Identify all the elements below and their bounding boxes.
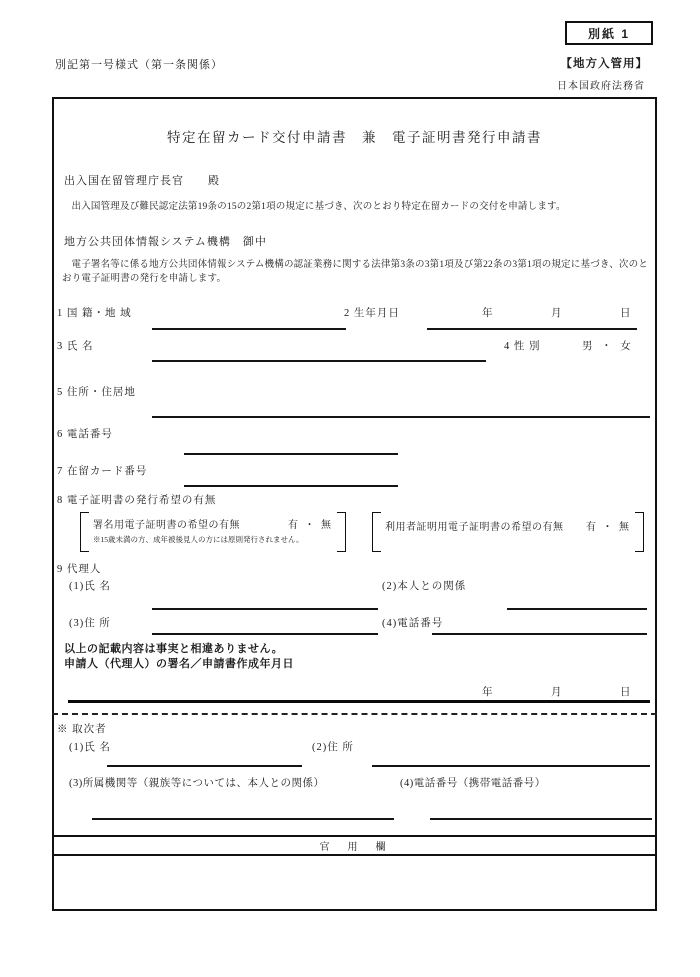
agent-name-input-line[interactable] [107, 765, 302, 767]
residence-card-label: 7 在留カード番号 [57, 466, 148, 477]
birthdate-year-label: 年 [482, 308, 494, 319]
proxy-relationship-label: (2)本人との関係 [382, 581, 467, 592]
proxy-address-label: (3)住 所 [69, 618, 111, 629]
issuing-authority: 日本国政府法務省 [557, 81, 645, 92]
signature-cert-note: ※15歳未満の方、成年被後見人の方には原則発行されません。 [93, 535, 304, 544]
agent-section-label: ※ 取次者 [57, 724, 107, 735]
birthdate-month-label: 月 [551, 308, 563, 319]
signature-cert-options[interactable]: 有 ・ 無 [288, 520, 333, 531]
bracket-left-icon [80, 512, 89, 552]
agent-organization-input-line[interactable] [92, 818, 394, 820]
proxy-name-input-line[interactable] [152, 608, 378, 610]
birthdate-day-label: 日 [620, 308, 632, 319]
signature-day-label: 日 [620, 687, 632, 698]
declaration-line2: 申請人（代理人）の署名／申請書作成年月日 [64, 658, 294, 670]
agent-name-label: (1)氏 名 [69, 742, 111, 753]
name-label: 3 氏 名 [57, 341, 94, 352]
form-number-note: 別記第一号様式（第一条関係） [55, 59, 223, 71]
bracket-right-icon [635, 512, 644, 552]
addressee-immigration: 出入国在留管理庁長官 殿 [64, 175, 220, 187]
agent-phone-input-line[interactable] [430, 818, 652, 820]
addressee-jlis: 地方公共団体情報システム機構 御中 [64, 236, 267, 248]
proxy-address-input-line[interactable] [152, 633, 378, 635]
residence-card-input-line[interactable] [184, 485, 398, 487]
cert-request-label: 8 電子証明書の発行希望の有無 [57, 495, 217, 506]
signature-cert-label: 署名用電子証明書の希望の有無 [93, 520, 240, 531]
birthdate-label: 2 生年月日 [344, 308, 400, 319]
proxy-section-label: 9 代理人 [57, 564, 102, 575]
phone-input-line[interactable] [184, 453, 398, 455]
agent-address-input-line[interactable] [372, 765, 650, 767]
user-cert-group [372, 512, 644, 552]
declaration-statement [64, 642, 294, 672]
sex-options[interactable]: 男 ・ 女 [582, 341, 634, 352]
attachment-badge [565, 21, 653, 45]
form-title: 特定在留カード交付申請書 兼 電子証明書発行申請書 [167, 130, 542, 145]
declaration-line1: 以上の記載内容は事実と相違ありません。 [64, 643, 284, 655]
signature-year-label: 年 [482, 687, 494, 698]
official-use-label: 官 用 欄 [319, 842, 390, 853]
legal-basis-jlis: 電子署名等に係る地方公共団体情報システム機構の認証業務に関する法律第3条の3第1項及び第22条の3第1項の規定に基づき、次のとおり電子証明書の発行を申請します。 [62, 260, 649, 284]
attachment-badge-label: 別紙 1 [587, 26, 630, 41]
proxy-phone-label: (4)電話番号 [382, 618, 444, 629]
signature-month-label: 月 [551, 687, 563, 698]
user-cert-label: 利用者証明用電子証明書の希望の有無 [385, 522, 564, 533]
agent-address-label: (2)住 所 [312, 742, 354, 753]
bracket-left-icon [372, 512, 381, 552]
office-use-tag: 【地方入管用】 [560, 58, 648, 70]
cut-dashed-line [52, 713, 657, 715]
official-use-box [54, 852, 655, 909]
user-cert-options[interactable]: 有 ・ 無 [586, 522, 631, 533]
nationality-input-line[interactable] [152, 328, 346, 330]
proxy-name-label: (1)氏 名 [69, 581, 111, 592]
birthdate-input-line[interactable] [427, 328, 637, 330]
proxy-phone-input-line[interactable] [432, 633, 647, 635]
address-label: 5 住所・住居地 [57, 387, 136, 398]
agent-organization-label: (3)所属機関等（親族等については、本人との関係） [69, 778, 325, 789]
address-input-line[interactable] [152, 416, 650, 418]
agent-phone-label: (4)電話番号（携帯電話番号） [400, 778, 546, 789]
signature-input-line[interactable] [68, 700, 650, 703]
application-form [52, 97, 657, 911]
proxy-relationship-input-line[interactable] [507, 608, 647, 610]
name-input-line[interactable] [152, 360, 486, 362]
signature-cert-group [80, 512, 346, 552]
nationality-label: 1 国 籍・地 域 [57, 308, 132, 319]
legal-basis-immigration: 出入国管理及び難民認定法第19条の15の2第1項の規定に基づき、次のとおり特定在留カードの交付を申請します。 [71, 202, 566, 212]
bracket-right-icon [337, 512, 346, 552]
phone-label: 6 電話番号 [57, 429, 113, 440]
sex-label: 4 性 別 [504, 341, 541, 352]
